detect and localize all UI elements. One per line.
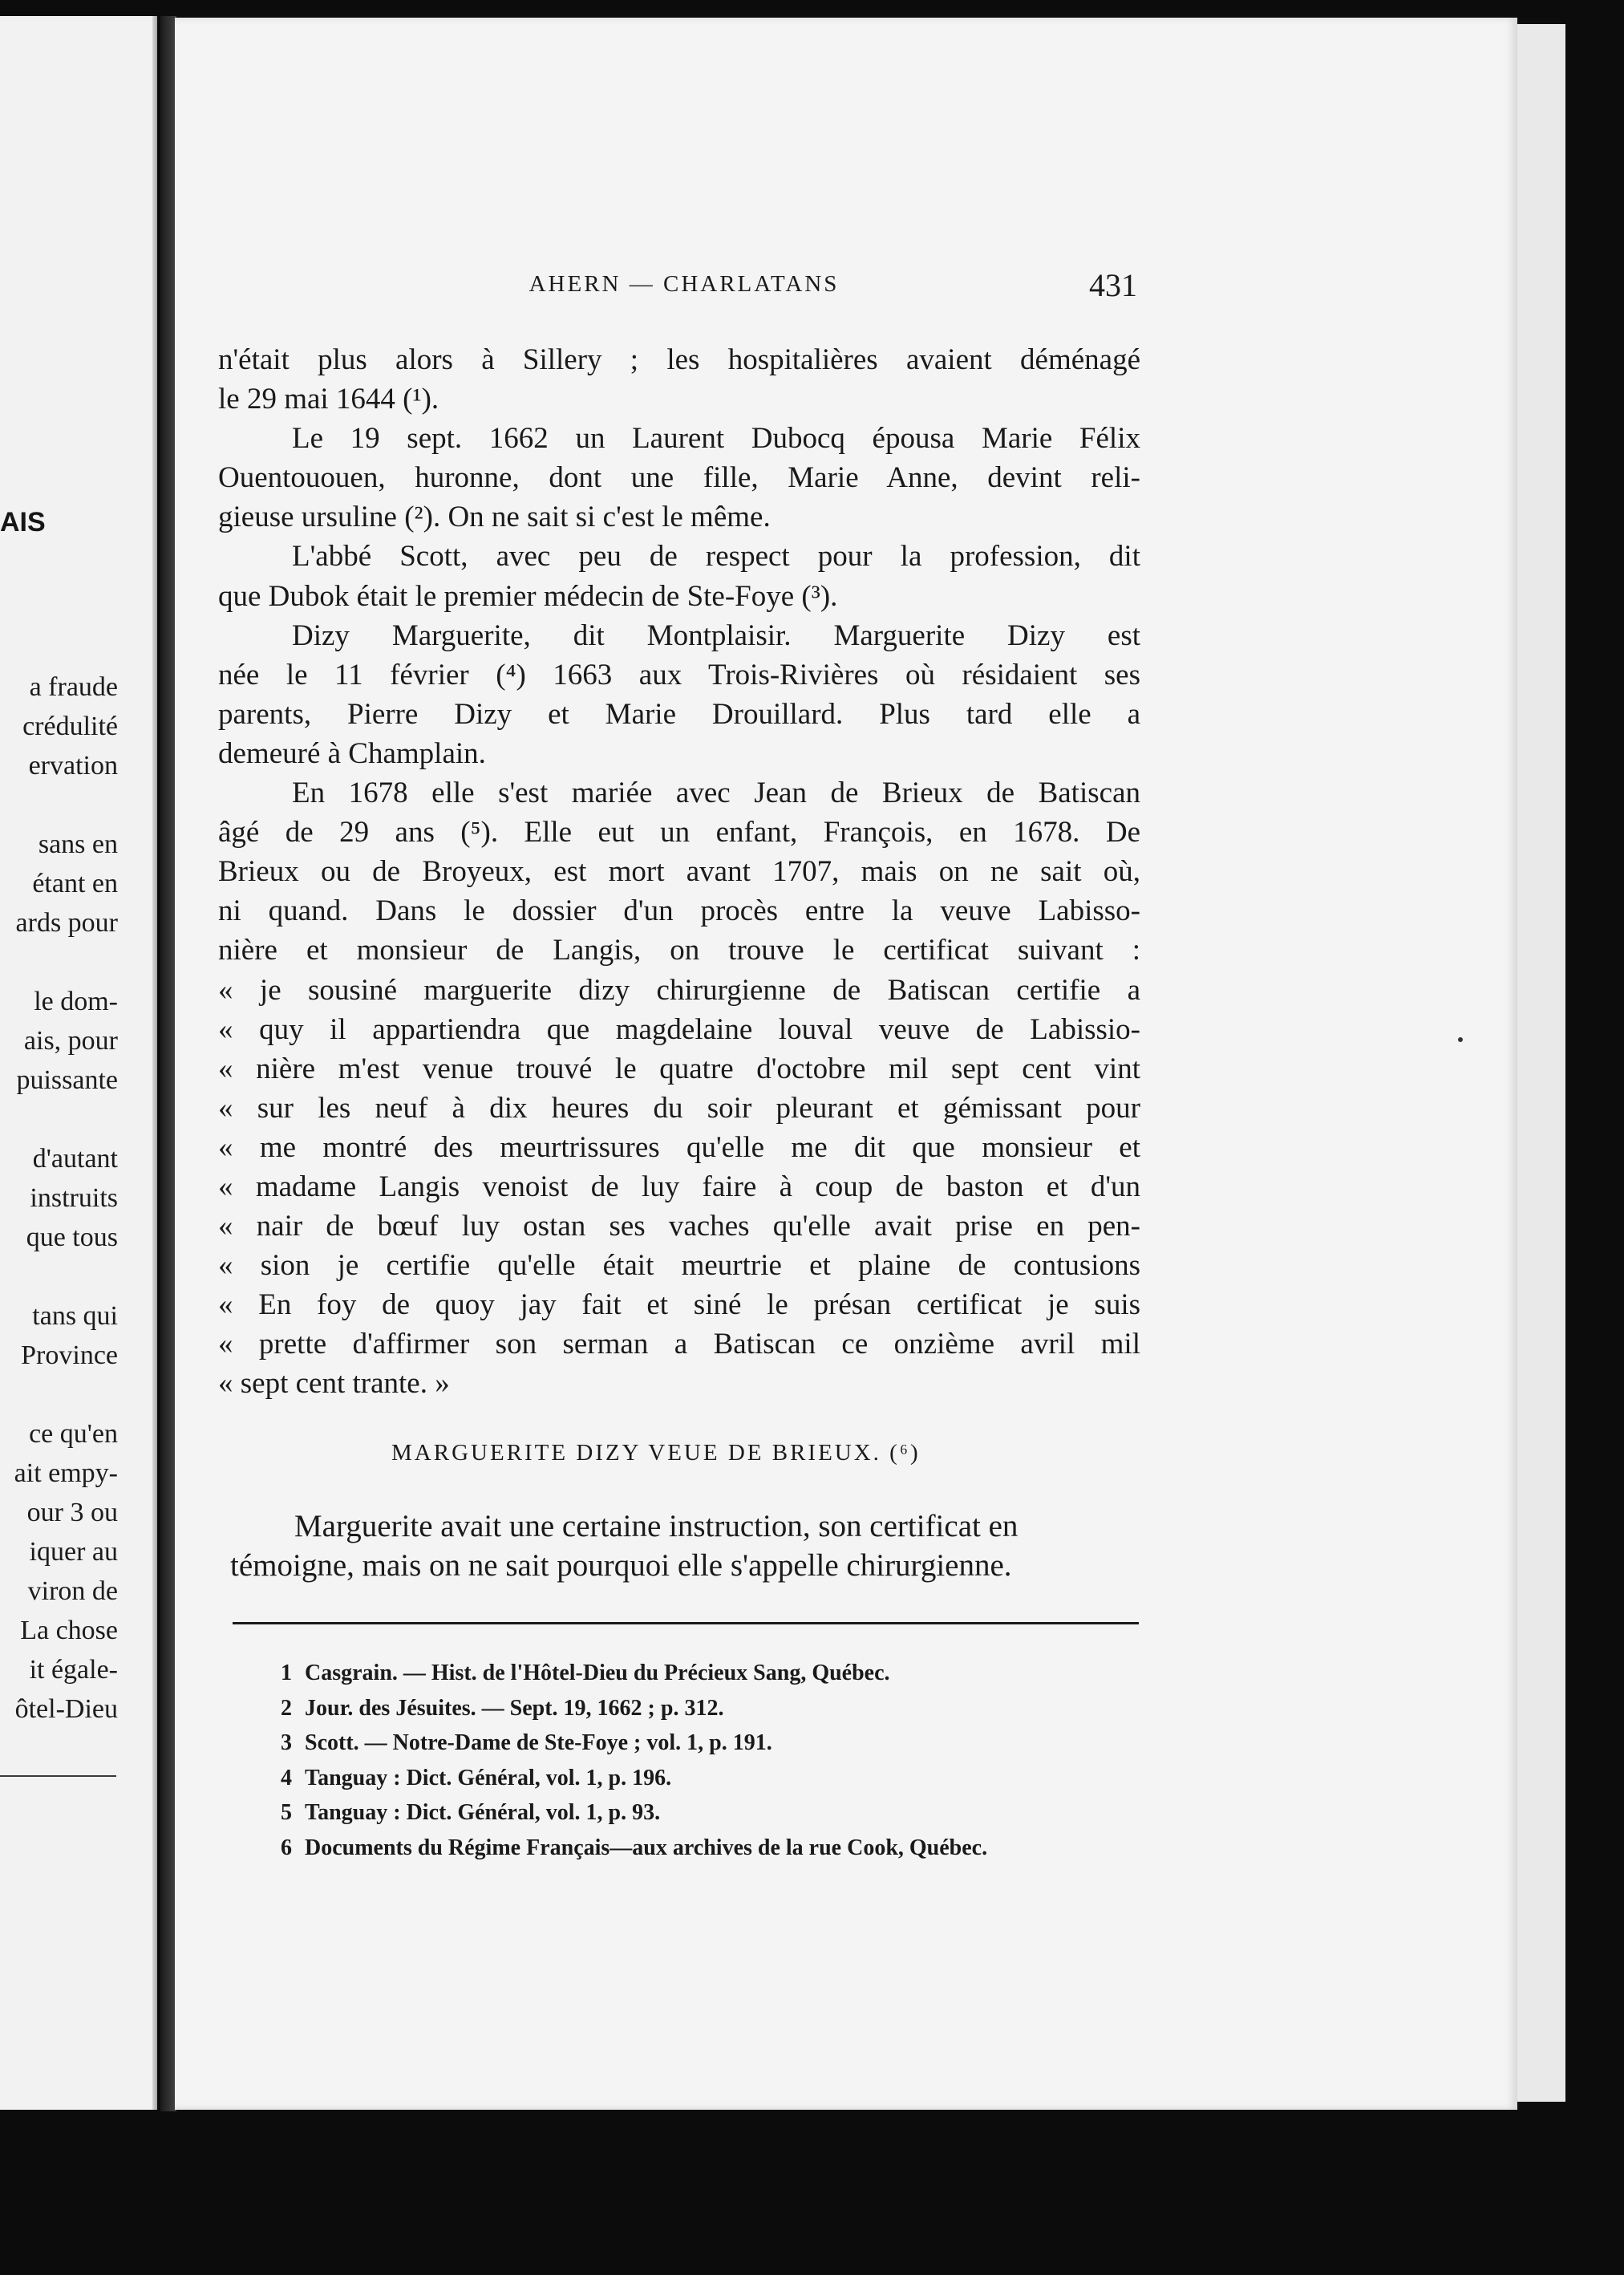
text-line: le 29 mai 1644 (¹).: [218, 383, 439, 416]
left-line: d'autant: [32, 1144, 118, 1174]
footnote-number: 6: [281, 1835, 292, 1860]
left-line: ais, pour: [23, 1026, 118, 1056]
left-line: Province: [21, 1340, 118, 1370]
quote-line: « sur les neuf à dix heures du soir pleurant et gémissant pour: [218, 1091, 1140, 1125]
page-header: [231, 267, 1137, 311]
closing-paragraph: [230, 1507, 1140, 1585]
quote-line: « me montré des meurtrissures qu'elle me dit que monsieur et: [218, 1130, 1140, 1164]
footnote-number: 4: [281, 1765, 292, 1790]
quote-line: « En foy de quoy jay fait et siné le présan certificat je suis: [218, 1288, 1140, 1322]
quote-line: « prette d'affirmer son serman a Batiscan ce onzième avril mil: [218, 1328, 1140, 1361]
footnote-rule: [233, 1622, 1139, 1624]
left-line: La chose: [20, 1616, 118, 1645]
ink-speck: [1458, 1037, 1463, 1042]
footnote-text: Jour. des Jésuites. — Sept. 19, 1662 ; p. 312.: [305, 1695, 724, 1721]
left-line: it égale-: [29, 1655, 118, 1685]
footnote-text: Tanguay : Dict. Général, vol. 1, p. 196.: [305, 1765, 672, 1790]
right-page-edge: [1517, 24, 1565, 2102]
quote-line: « quy il appartiendra que magdelaine louval veuve de Labissio-: [218, 1012, 1140, 1046]
left-line: sans en: [38, 829, 118, 859]
footnote-text: Tanguay : Dict. Général, vol. 1, p. 93.: [305, 1800, 661, 1825]
text-line: âgé de 29 ans (⁵). Elle eut un enfant, François, en 1678. De: [218, 816, 1140, 850]
left-line: ôtel-Dieu: [14, 1694, 118, 1724]
footnote: [281, 1726, 1163, 1761]
footnote-number: 2: [281, 1695, 292, 1721]
left-line: instruits: [30, 1183, 118, 1213]
left-line: our 3 ou: [26, 1498, 118, 1527]
quote-line: « nière m'est venue trouvé le quatre d'octobre mil sept cent vint: [218, 1052, 1140, 1085]
footnote-text: Scott. — Notre-Dame de Ste-Foye ; vol. 1, p. 191.: [305, 1730, 772, 1755]
footnote-text: Casgrain. — Hist. de l'Hôtel-Dieu du Précieux Sang, Québec.: [305, 1661, 890, 1685]
text-line: née le 11 février (⁴) 1663 aux Trois-Rivières où résidaient ses: [218, 658, 1140, 691]
text-line: Ouentououen, huronne, dont une fille, Marie Anne, devint reli-: [218, 461, 1140, 495]
left-line: viron de: [27, 1576, 118, 1606]
text-line: En 1678 elle s'est mariée avec Jean de Brieux de Batiscan: [292, 777, 1140, 810]
left-line: que tous: [26, 1223, 118, 1252]
left-line: ce qu'en: [29, 1419, 118, 1449]
footnote: [281, 1656, 1163, 1691]
text-line: n'était plus alors à Sillery ; les hospitalières avaient déménagé: [218, 343, 1140, 376]
footnote-number: 5: [281, 1800, 292, 1825]
text-line: Brieux ou de Broyeux, est mort avant 1707, mais on ne sait où,: [218, 855, 1140, 889]
quote-line: « madame Langis venoist de luy faire à coup de baston et d'un: [218, 1170, 1140, 1203]
text-line: gieuse ursuline (²). On ne sait si c'est le même.: [218, 501, 771, 534]
text-line: témoigne, mais on ne sait pourquoi elle s'appelle chirurgienne.: [230, 1548, 1012, 1583]
signature-line: MARGUERITE DIZY VEUE DE BRIEUX. (⁶): [391, 1440, 921, 1466]
footnote-number: 3: [281, 1730, 292, 1755]
footnotes: [281, 1656, 1163, 1865]
left-page-fragment: [0, 16, 157, 2110]
text-line: que Dubok était le premier médecin de Ste-Foye (³).: [218, 579, 838, 613]
footnote-number: 1: [281, 1661, 292, 1685]
left-line: a fraude: [29, 672, 118, 702]
text-line: nière et monsieur de Langis, on trouve le certificat suivant :: [218, 934, 1140, 967]
left-line: étant en: [32, 869, 118, 898]
page-number: 431: [1089, 267, 1137, 303]
book-spine-shadow: [160, 16, 176, 2111]
footnote: [281, 1795, 1163, 1831]
footnote-text: Documents du Régime Français—aux archives de la rue Cook, Québec.: [305, 1835, 988, 1860]
footnote: [281, 1761, 1163, 1796]
left-line: le dom-: [34, 987, 118, 1016]
quote-line: « sept cent trante. »: [218, 1367, 450, 1401]
left-line: tans qui: [32, 1301, 118, 1331]
left-line: iquer au: [29, 1537, 118, 1567]
left-line: puissante: [16, 1065, 118, 1095]
text-line: demeuré à Champlain.: [218, 736, 486, 770]
body-text: [218, 340, 1140, 1404]
text-line: Dizy Marguerite, dit Montplaisir. Marguerite Dizy est: [292, 618, 1140, 652]
left-line: crédulité: [22, 712, 118, 741]
footnote: [281, 1831, 1163, 1866]
left-line: ards pour: [15, 908, 118, 938]
quote-line: « nair de bœuf luy ostan ses vaches qu'elle avait prise en pen-: [218, 1210, 1140, 1243]
running-title: AHERN — CHARLATANS: [529, 271, 840, 297]
footnote: [281, 1691, 1163, 1726]
left-page-heading: AIS: [0, 507, 46, 537]
text-line: ni quand. Dans le dossier d'un procès entre la veuve Labisso-: [218, 894, 1140, 928]
text-line: parents, Pierre Dizy et Marie Drouillard. Plus tard elle a: [218, 697, 1140, 731]
left-page-rule: [0, 1775, 116, 1777]
left-line: ervation: [28, 751, 118, 781]
left-page-gutter: [152, 16, 157, 2110]
text-line: Le 19 sept. 1662 un Laurent Dubocq épousa Marie Félix: [292, 422, 1140, 456]
quote-line: « je sousiné marguerite dizy chirurgienne de Batiscan certifie a: [218, 973, 1140, 1007]
text-line: Marguerite avait une certaine instruction, son certificat en: [294, 1509, 1019, 1543]
quote-line: « sion je certifie qu'elle était meurtrie et plaine de contusions: [218, 1249, 1140, 1283]
text-line: L'abbé Scott, avec peu de respect pour la profession, dit: [292, 540, 1140, 574]
left-line: ait empy-: [14, 1458, 118, 1488]
